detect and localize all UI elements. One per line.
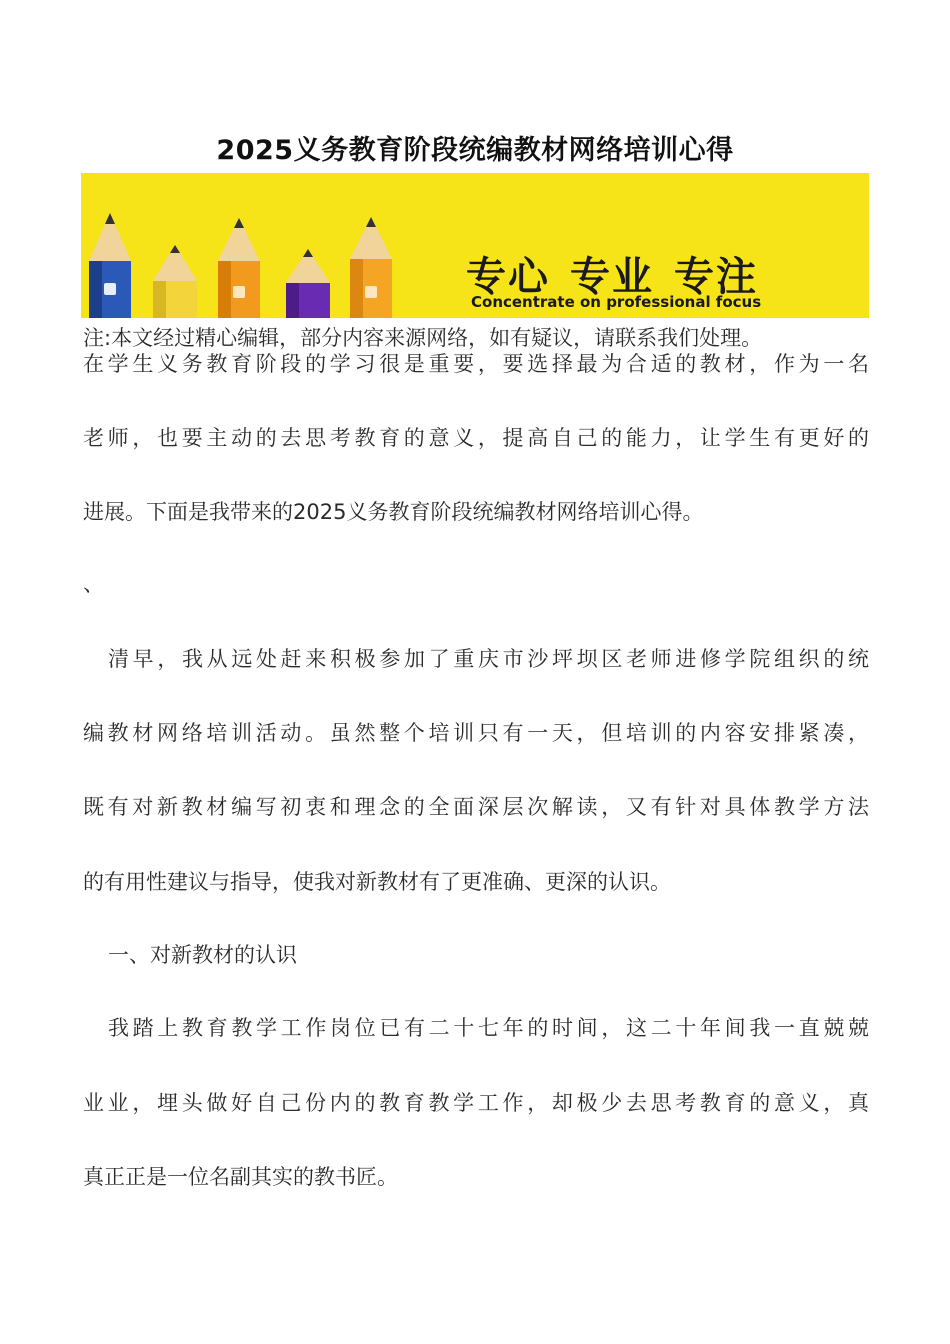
intro-line: 进展。下面是我带来的2025义务教育阶段统编教材网络培训心得。 <box>83 500 704 524</box>
paragraph-line: 的有用性建议与指导，使我对新教材有了更准确、更深的认识。 <box>83 870 671 894</box>
page-title: 2025义务教育阶段统编教材网络培训心得 <box>216 135 734 166</box>
paragraph-line: 我踏上教育教学工作岗位已有二十七年的时间，这二十年间我一直兢兢 <box>108 1016 869 1040</box>
banner-image <box>81 173 869 318</box>
paragraph-line: 编教材网络培训活动。虽然整个培训只有一天，但培训的内容安排紧凑， <box>83 721 869 745</box>
pencil-icon <box>89 213 131 318</box>
slogan-word: 专注 <box>674 254 758 300</box>
pencil-icon <box>350 217 392 318</box>
paragraph-line: 清早，我从远处赶来积极参加了重庆市沙坪坝区老师进修学院组织的统 <box>108 647 869 671</box>
paragraph-line: 既有对新教材编写初衷和理念的全面深层次解读，又有针对具体教学方法 <box>83 795 869 819</box>
punctuation-mark: 、 <box>83 572 104 596</box>
editor-note: 注:本文经过精心编辑，部分内容来源网络，如有疑议，请联系我们处理。 <box>83 326 763 350</box>
intro-line: 老师，也要主动的去思考教育的意义，提高自己的能力，让学生有更好的 <box>83 426 869 450</box>
paragraph-line: 真正正是一位名副其实的教书匠。 <box>83 1165 398 1189</box>
paragraph-line: 业业，埋头做好自己份内的教育教学工作，却极少去思考教育的意义，真 <box>83 1091 869 1115</box>
pencil-icon <box>153 245 197 318</box>
section-heading: 一、对新教材的认识 <box>108 943 297 967</box>
banner-slogan-english: Concentrate on professional focus <box>471 293 762 311</box>
slogan-word: 专业 <box>570 254 654 300</box>
intro-line: 在学生义务教育阶段的学习很是重要，要选择最为合适的教材，作为一名 <box>83 352 869 376</box>
pencil-icon <box>218 218 260 318</box>
pencil-icon <box>286 249 330 318</box>
slogan-word: 专心 <box>466 254 550 300</box>
